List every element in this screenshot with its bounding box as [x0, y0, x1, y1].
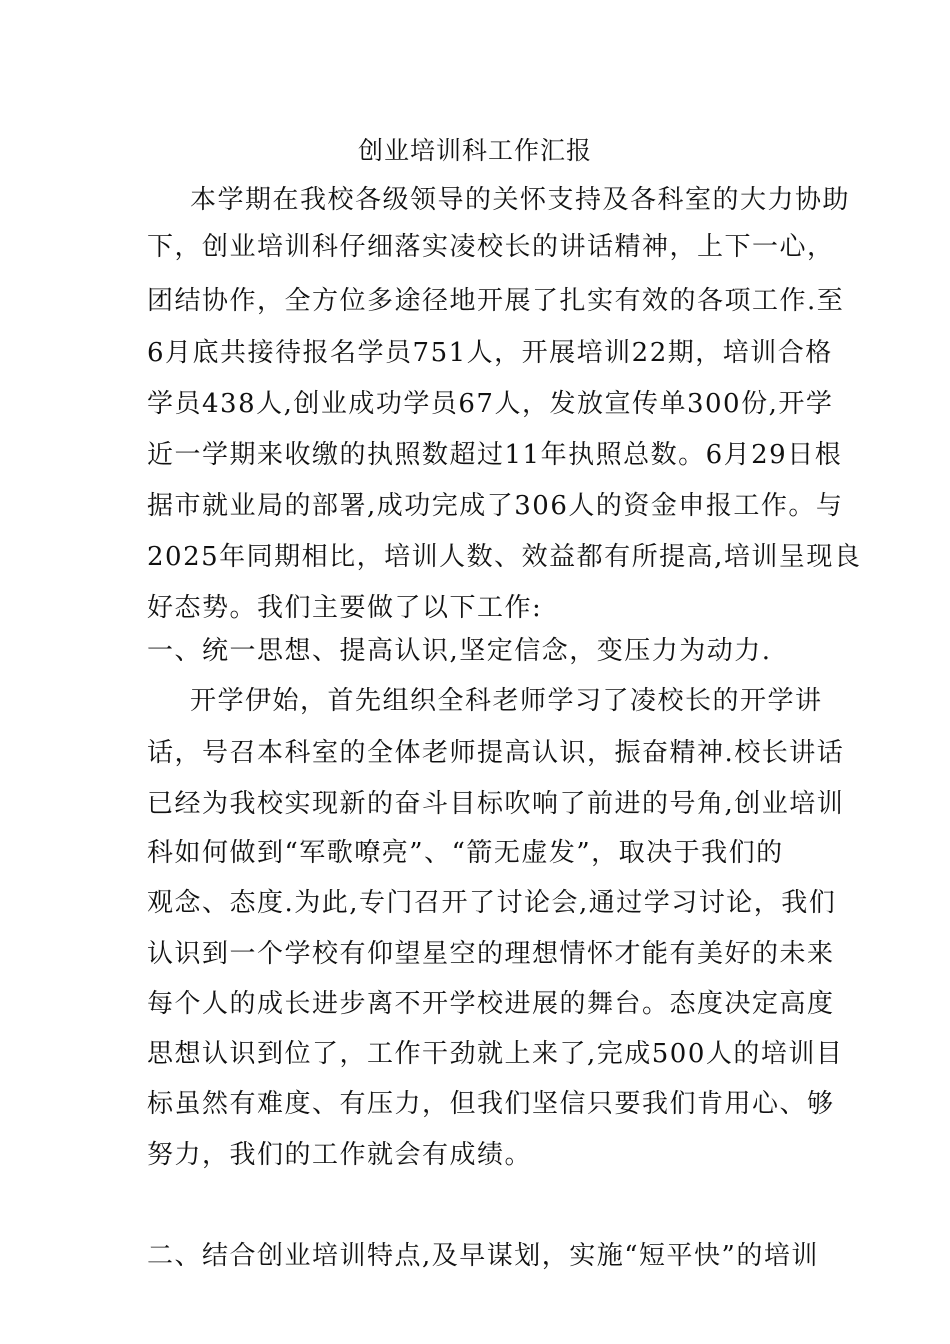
paragraph-line: 观念、态度.为此,专门召开了讨论会,通过学习讨论，我们: [147, 888, 837, 918]
paragraph-line: 思想认识到位了，工作干劲就上来了,完成500人的培训目: [147, 1039, 844, 1069]
paragraph-line: 话，号召本科室的全体老师提高认识，振奋精神.校长讲话: [147, 738, 845, 768]
paragraph-line: 开学伊始，首先组织全科老师学习了凌校长的开学讲: [190, 686, 823, 716]
paragraph-line: 每个人的成长进步离不开学校进展的舞台。态度决定高度: [147, 989, 835, 1019]
paragraph-line: 下，创业培训科仔细落实凌校长的讲话精神，上下一心，: [147, 232, 835, 262]
paragraph-line: 已经为我校实现新的奋斗目标吹响了前进的号角,创业培训: [147, 789, 845, 819]
paragraph-line: 近一学期来收缴的执照数超过11年执照总数。6月29日根: [147, 440, 843, 470]
paragraph-line: 本学期在我校各级领导的关怀支持及各科室的大力协助: [190, 185, 851, 215]
paragraph-line: 认识到一个学校有仰望星空的理想情怀才能有美好的未来: [147, 939, 835, 969]
paragraph-line: 好态势。我们主要做了以下工作:: [147, 593, 543, 623]
paragraph-line: 据市就业局的部署,成功完成了306人的资金申报工作。与: [147, 491, 844, 521]
section-heading: 二、结合创业培训特点,及早谋划，实施“短平快”的培训: [147, 1241, 819, 1271]
document-title: 创业培训科工作汇报: [357, 136, 592, 165]
paragraph-line: 团结协作，全方位多途径地开展了扎实有效的各项工作.至: [147, 286, 845, 316]
paragraph-line: 学员438人,创业成功学员67人，发放宣传单300份,开学: [147, 389, 834, 419]
paragraph-line: 6月底共接待报名学员751人，开展培训22期，培训合格: [147, 338, 833, 368]
paragraph-line: 科如何做到“军歌嘹亮”、“箭无虚发”，取决于我们的: [147, 838, 784, 868]
paragraph-line: 标虽然有难度、有压力，但我们坚信只要我们肯用心、够: [147, 1089, 835, 1119]
section-heading: 一、统一思想、提高认识,坚定信念，变压力为动力.: [147, 636, 772, 666]
paragraph-line: 2025年同期相比，培训人数、效益都有所提高,培训呈现良: [147, 542, 862, 572]
paragraph-line: 努力，我们的工作就会有成绩。: [147, 1140, 533, 1170]
